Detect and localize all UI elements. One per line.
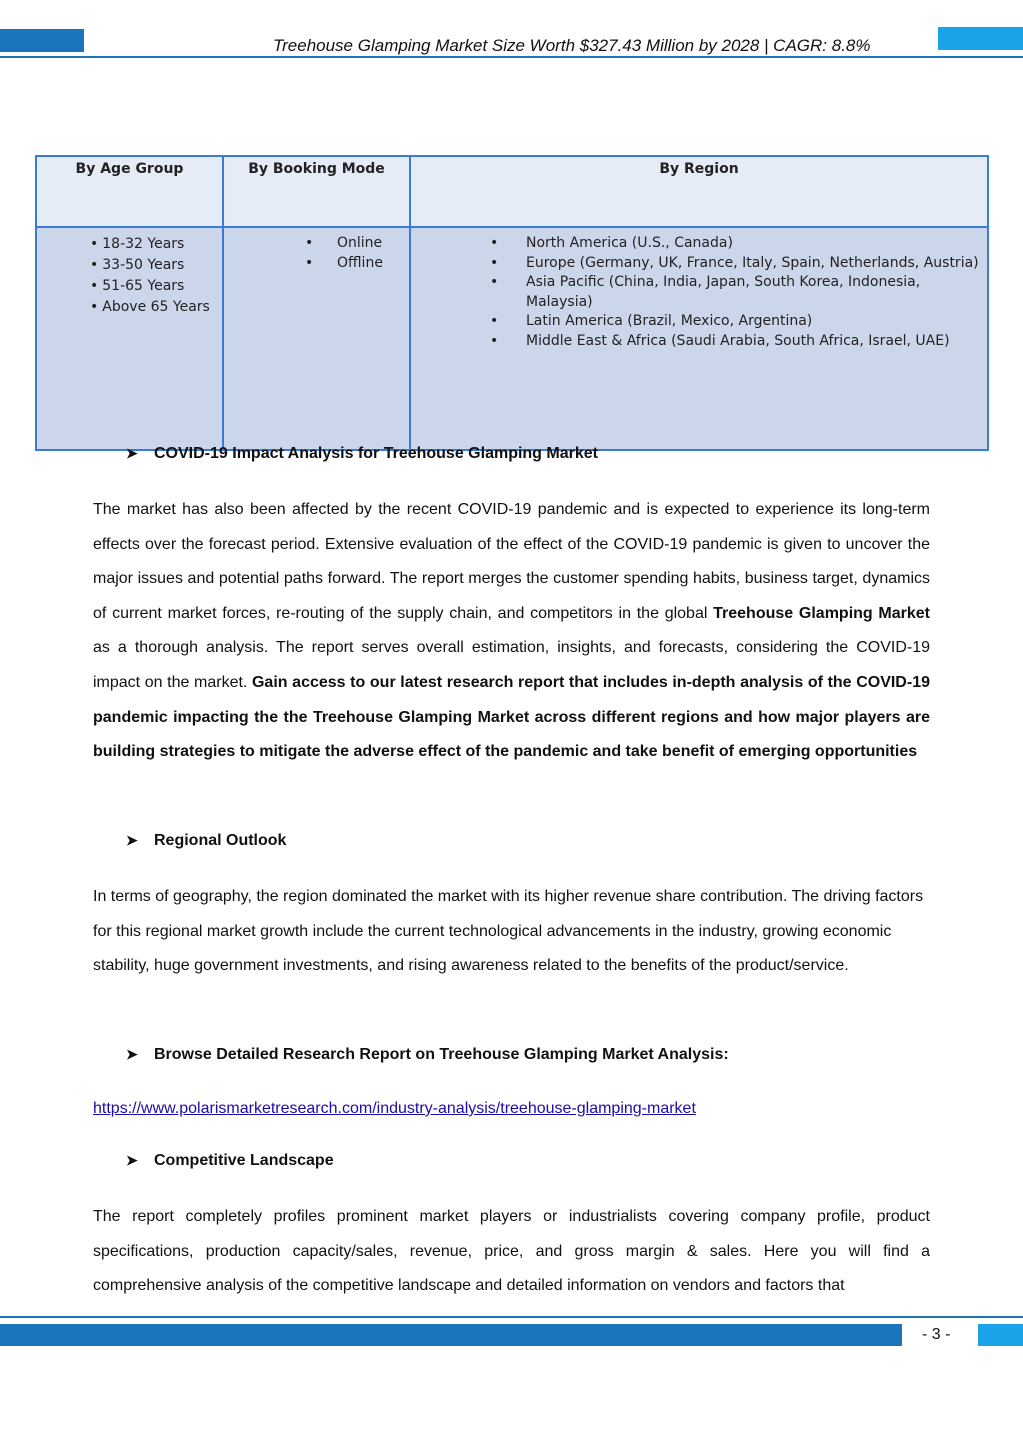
header-booking-mode: By Booking Mode — [223, 156, 410, 227]
list-item: • 51-65 Years — [90, 276, 221, 297]
covid-heading — [126, 445, 598, 463]
header-region: By Region — [410, 156, 988, 227]
segmentation-table — [35, 155, 989, 451]
list-item: • 18-32 Years — [90, 234, 221, 255]
header-title: Treehouse Glamping Market Size Worth $327.43 Million by 2028 | CAGR: 8.8% — [273, 36, 871, 55]
region-list — [412, 234, 986, 351]
list-item: • Europe (Germany, UK, France, Italy, Spain, Netherlands, Austria) — [490, 254, 986, 274]
header-rule — [0, 56, 1023, 58]
competitive-paragraph: The report completely profiles prominent market players or industrialists covering company profile, product specifications, production capacity/sales, revenue, price, and gross margin & sales. Here you will find a comprehensive analysis of the competitive landscape and detailed information on vendors and factors that — [93, 1208, 930, 1295]
covid-paragraph — [93, 493, 930, 770]
booking-mode-cell — [223, 227, 410, 450]
covid-text-part1: The market has also been affected by the recent COVID-19 pandemic and is expected to experience its long-term effects over the forecast period. Extensive evaluation of the effect of the COVID-19 pandemic is given to uncover the major issues and potential paths forward. The report merges the customer spending habits, business target, dynamics of current market forces, re-routing of the supply chain, and competitors in the global — [93, 501, 930, 622]
list-item: • Middle East & Africa (Saudi Arabia, South Africa, Israel, UAE) — [490, 332, 986, 352]
list-item: • Asia Pacific (China, India, Japan, South Korea, Indonesia, Malaysia) — [490, 273, 986, 312]
covid-heading-text: COVID-19 Impact Analysis for Treehouse Glamping Market — [154, 445, 598, 462]
browse-heading-text: Browse Detailed Research Report on Treehouse Glamping Market Analysis: — [154, 1046, 729, 1063]
list-item: • North America (U.S., Canada) — [490, 234, 986, 254]
arrow-bullet-icon: ➤ — [126, 445, 138, 461]
regional-paragraph: In terms of geography, the region dominated the market with its higher revenue share contribution. The driving factors for this regional market growth include the current technological advancements in the industry, growing economic stability, huge government investments, and rising awareness related to the benefits of the product/service. — [93, 888, 924, 975]
covid-market-name: Treehouse Glamping Market — [713, 604, 930, 622]
header-accent-right — [938, 27, 1023, 50]
age-group-cell — [36, 227, 223, 450]
list-item: • Online — [305, 234, 408, 254]
covid-cta: Gain access to our latest research report that includes in-depth analysis of the COVID-19 pandemic impacting the the Treehouse Glamping Market across different regions and how major players are building strategies to mitigate the adverse effect of the pandemic and take benefit of emerging opportunities — [93, 673, 930, 761]
list-item: • Latin America (Brazil, Mexico, Argentina) — [490, 312, 986, 332]
footer-bar — [0, 1324, 902, 1346]
competitive-heading-text: Competitive Landscape — [154, 1152, 334, 1169]
footer-accent-right — [978, 1324, 1023, 1346]
list-item: • 33-50 Years — [90, 255, 221, 276]
list-item: • Offline — [305, 254, 408, 274]
regional-heading-text: Regional Outlook — [154, 832, 287, 849]
report-link[interactable]: https://www.polarismarketresearch.com/industry-analysis/treehouse-glamping-market — [93, 1100, 696, 1117]
covid-text-part2: as a thorough analysis. The report serves overall estimation, insights, and forecasts, considering the COVID-19 impact on the market. — [93, 639, 930, 691]
list-item: • Above 65 Years — [90, 297, 221, 318]
arrow-bullet-icon: ➤ — [126, 1152, 138, 1168]
header-accent-left — [0, 29, 84, 52]
table-row — [36, 227, 988, 450]
footer-rule — [0, 1316, 1023, 1318]
booking-mode-list — [225, 234, 408, 273]
arrow-bullet-icon: ➤ — [126, 1046, 138, 1062]
arrow-bullet-icon: ➤ — [126, 832, 138, 848]
region-cell — [410, 227, 988, 450]
header-age-group: By Age Group — [36, 156, 223, 227]
table-header-row — [36, 156, 988, 227]
browse-heading — [126, 1046, 729, 1064]
regional-heading — [126, 832, 286, 850]
age-group-list — [38, 234, 221, 318]
competitive-heading — [126, 1152, 334, 1170]
page-number: - 3 - — [922, 1326, 951, 1343]
